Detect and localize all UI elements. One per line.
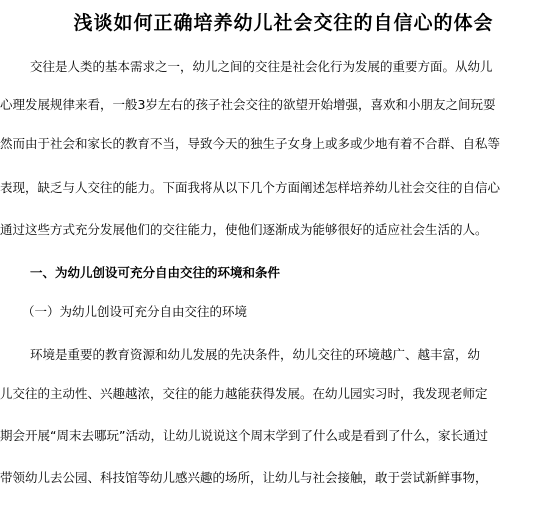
subsection-heading: （一）为幼儿创设可充分自由交往的环境: [22, 304, 248, 319]
paragraph-line: 环境是重要的教育资源和幼儿发展的先决条件，幼儿交往的环境越广、越丰富，幼: [30, 347, 481, 362]
paragraph-line: 期会开展“周末去哪玩”活动，让幼儿说说这个周末学到了什么或是看到了什么，家长通过: [0, 428, 488, 443]
paragraph-line: 心理发展规律来看，一般3岁左右的孩子社会交往的欲望开始增强，喜欢和小朋友之间玩耍: [0, 97, 496, 112]
paragraph-line: 表现，缺乏与人交往的能力。下面我将从以下几个方面阐述怎样培养幼儿社会交往的自信心: [0, 180, 501, 195]
document-title: 浅谈如何正确培养幼儿社会交往的自信心的体会: [73, 12, 494, 34]
paragraph-line: 交往是人类的基本需求之一，幼儿之间的交往是社会化行为发展的重要方面。从幼儿: [30, 59, 493, 74]
section-heading: 一、为幼儿创设可充分自由交往的环境和条件: [30, 265, 281, 280]
paragraph-line: 带领幼儿去公园、科技馆等幼儿感兴趣的场所，让幼儿与社会接触，敢于尝试新鲜事物，: [0, 470, 488, 485]
paragraph-line: 儿交往的主动性、兴趣越浓，交往的能力越能获得发展。在幼儿园实习时，我发现老师定: [0, 386, 488, 401]
paragraph-line: 然而由于社会和家长的教育不当，导致今天的独生子女身上或多或少地有着不合群、自私等: [0, 136, 501, 151]
paragraph-line: 通过这些方式充分发展他们的交往能力，使他们逐渐成为能够很好的适应社会生活的人。: [0, 222, 488, 237]
